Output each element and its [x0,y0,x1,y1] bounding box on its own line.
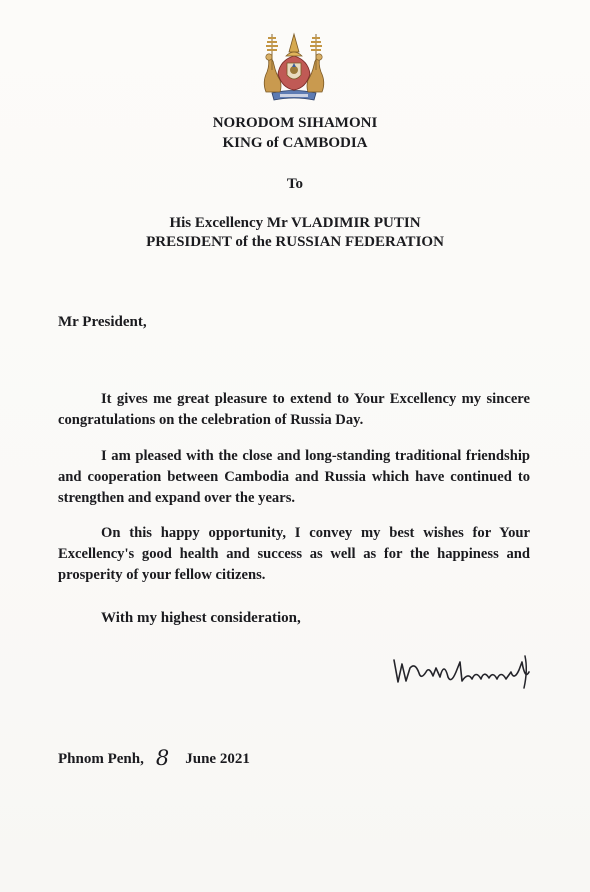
date-day-handwritten: 8 [155,746,170,770]
to-label: To [286,176,304,192]
place-name: Phnom Penh, [58,751,144,767]
place-date-line [58,745,250,770]
recipient-name: His Excellency Mr VLADIMIR PUTIN [169,215,421,231]
sender-title: KING of CAMBODIA [222,135,368,151]
date-month-year: June 2021 [185,751,250,767]
royal-coat-of-arms-icon [258,30,330,104]
salutation: Mr President, [58,314,147,330]
body-paragraph: It gives me great pleasure to extend to Your Excellency my sincere congratulations on the celebration of Russia Day. [58,391,530,428]
recipient-title: PRESIDENT of the RUSSIAN FEDERATION [146,234,444,250]
body-paragraph: On this happy opportunity, I convey my best wishes for Your Excellency's good health and success as well as for the happiness and prosperity of your fellow citizens. [58,525,530,583]
closing-line: With my highest consideration, [101,610,301,626]
body-paragraph: I am pleased with the close and long-standing traditional friendship and cooperation between Cambodia and Russia which have continued to strengthen and expand over the years. [58,448,530,506]
handwritten-signature-icon [388,648,536,694]
sender-name: NORODOM SIHAMONI [212,115,378,131]
